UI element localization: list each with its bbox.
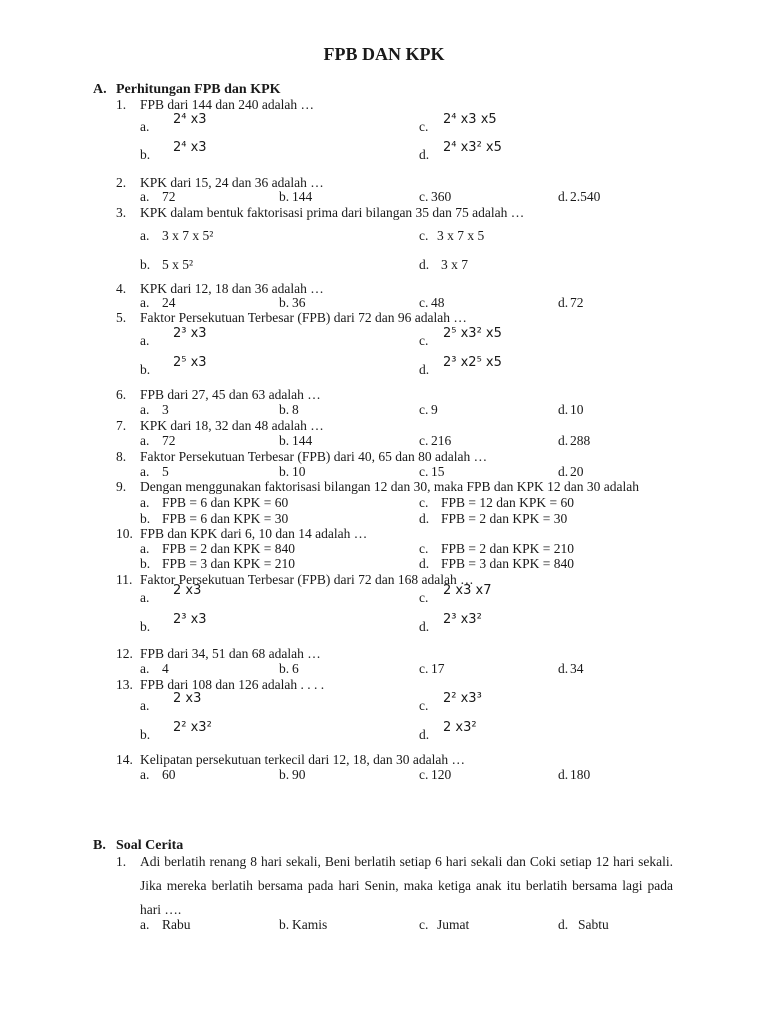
option-value: 3 x 7 x 5² bbox=[162, 228, 214, 243]
option-label: b. bbox=[279, 917, 290, 932]
option-value: 4 bbox=[162, 661, 169, 676]
option-value: 3 bbox=[162, 402, 169, 417]
option-value: 20 bbox=[570, 464, 584, 479]
option-value: 9 bbox=[431, 402, 438, 417]
option-label: a. bbox=[140, 590, 150, 605]
question-text: FPB dari 34, 51 dan 68 adalah … bbox=[140, 646, 321, 661]
option-label: c. bbox=[419, 119, 429, 134]
question-number: 1. bbox=[116, 854, 127, 869]
option-value: Sabtu bbox=[578, 917, 609, 932]
question-text: KPK dalam bentuk faktorisasi prima dari bilangan 35 dan 75 adalah … bbox=[140, 205, 525, 220]
option-label: d. bbox=[419, 511, 430, 526]
option-value: Kamis bbox=[292, 917, 328, 932]
question-number: 12. bbox=[116, 646, 133, 661]
option-label: a. bbox=[140, 464, 150, 479]
option-label: a. bbox=[140, 541, 150, 556]
option-value: 216 bbox=[431, 433, 452, 448]
question-number: 10. bbox=[116, 526, 133, 541]
question-number: 11. bbox=[116, 572, 133, 587]
option-value: 72 bbox=[570, 295, 584, 310]
option-value: 2³ x3² bbox=[443, 612, 482, 627]
question-number: 3. bbox=[116, 205, 127, 220]
question-number: 4. bbox=[116, 281, 127, 296]
option-label: c. bbox=[419, 402, 429, 417]
option-label: d. bbox=[419, 257, 430, 272]
option-label: d. bbox=[558, 767, 569, 782]
option-label: a. bbox=[140, 495, 150, 510]
option-label: b. bbox=[140, 511, 151, 526]
option-value: 5 x 5² bbox=[162, 257, 194, 272]
option-label: d. bbox=[558, 433, 569, 448]
option-value: Rabu bbox=[162, 917, 191, 932]
option-label: b. bbox=[140, 147, 151, 162]
option-label: b. bbox=[279, 189, 290, 204]
option-label: a. bbox=[140, 402, 150, 417]
option-label: c. bbox=[419, 698, 429, 713]
option-value: FPB = 2 dan KPK = 840 bbox=[162, 541, 295, 556]
section-a-label: A. bbox=[93, 82, 107, 97]
option-value: 2³ x2⁵ x5 bbox=[443, 355, 502, 370]
option-label: b. bbox=[140, 362, 151, 377]
option-value: 2² x3³ bbox=[443, 691, 482, 706]
option-value: 2⁵ x3² x5 bbox=[443, 326, 502, 341]
option-label: c. bbox=[419, 295, 429, 310]
option-label: c. bbox=[419, 464, 429, 479]
option-value: FPB = 6 dan KPK = 60 bbox=[162, 495, 289, 510]
option-label: d. bbox=[419, 556, 430, 571]
option-label: b. bbox=[279, 402, 290, 417]
option-value: FPB = 6 dan KPK = 30 bbox=[162, 511, 289, 526]
option-label: d. bbox=[558, 464, 569, 479]
option-value: 120 bbox=[431, 767, 452, 782]
option-label: a. bbox=[140, 295, 150, 310]
option-label: d. bbox=[419, 147, 430, 162]
option-label: c. bbox=[419, 541, 429, 556]
option-value: 2³ x3 bbox=[173, 326, 207, 341]
question-number: 14. bbox=[116, 752, 133, 767]
option-value: 2⁴ x3 x5 bbox=[443, 112, 497, 127]
option-label: a. bbox=[140, 189, 150, 204]
option-label: a. bbox=[140, 433, 150, 448]
question-text: Adi berlatih renang 8 hari sekali, Beni berlatih setiap 6 hari sekali dan Coki setiap 12 hari sekali. Jika mereka berlatih bersama pada hari Senin, maka ketiga anak itu berlatih bersama lagi pada hari …. bbox=[140, 854, 673, 917]
option-label: c. bbox=[419, 189, 429, 204]
question-number: 6. bbox=[116, 387, 127, 402]
option-value: 15 bbox=[431, 464, 445, 479]
option-label: b. bbox=[279, 767, 290, 782]
question-text: Kelipatan persekutuan terkecil dari 12, 18, dan 30 adalah … bbox=[140, 752, 466, 767]
option-value: FPB = 2 dan KPK = 30 bbox=[441, 511, 568, 526]
option-value: 2² x3² bbox=[173, 720, 212, 735]
option-value: 3 x 7 x 5 bbox=[437, 228, 485, 243]
option-label: b. bbox=[140, 257, 151, 272]
question-text: Dengan menggunakan faktorisasi bilangan 12 dan 30, maka FPB dan KPK 12 dan 30 adalah bbox=[140, 479, 640, 494]
option-value: 24 bbox=[162, 295, 176, 310]
question-text: Faktor Persekutuan Terbesar (FPB) dari 72 dan 168 adalah … bbox=[140, 572, 474, 587]
question-text: KPK dari 15, 24 dan 36 adalah … bbox=[140, 175, 324, 190]
question-number: 2. bbox=[116, 175, 127, 190]
option-label: b. bbox=[140, 727, 151, 742]
option-value: 288 bbox=[570, 433, 591, 448]
question-number: 1. bbox=[116, 97, 127, 112]
option-value: 48 bbox=[431, 295, 445, 310]
option-label: c. bbox=[419, 228, 429, 243]
option-value: 2 x3 x7 bbox=[443, 583, 492, 598]
option-value: 2.540 bbox=[570, 189, 601, 204]
option-label: c. bbox=[419, 433, 429, 448]
option-value: 2 x3 bbox=[173, 691, 202, 706]
option-label: b. bbox=[140, 619, 151, 634]
option-value: 2⁴ x3 bbox=[173, 140, 207, 155]
option-label: c. bbox=[419, 767, 429, 782]
option-value: Jumat bbox=[437, 917, 470, 932]
option-label: c. bbox=[419, 661, 429, 676]
option-value: 2⁴ x3² x5 bbox=[443, 140, 502, 155]
option-label: a. bbox=[140, 661, 150, 676]
option-value: 60 bbox=[162, 767, 176, 782]
option-label: b. bbox=[279, 433, 290, 448]
question-number: 8. bbox=[116, 449, 127, 464]
page-title: FPB DAN KPK bbox=[323, 44, 445, 64]
option-value: 2 x3² bbox=[443, 720, 477, 735]
option-value: 17 bbox=[431, 661, 445, 676]
option-value: 180 bbox=[570, 767, 591, 782]
question-text: KPK dari 12, 18 dan 36 adalah … bbox=[140, 281, 324, 296]
question-number: 7. bbox=[116, 418, 127, 433]
option-value: 6 bbox=[292, 661, 299, 676]
question-text: Faktor Persekutuan Terbesar (FPB) dari 72 dan 96 adalah … bbox=[140, 310, 467, 325]
section-b-heading: Soal Cerita bbox=[116, 838, 184, 853]
option-label: a. bbox=[140, 917, 150, 932]
option-label: b. bbox=[140, 556, 151, 571]
option-value: 10 bbox=[292, 464, 306, 479]
question-text: FPB dari 144 dan 240 adalah … bbox=[140, 97, 314, 112]
option-value: FPB = 12 dan KPK = 60 bbox=[441, 495, 574, 510]
option-value: 36 bbox=[292, 295, 306, 310]
option-label: b. bbox=[279, 464, 290, 479]
section-a-heading: Perhitungan FPB dan KPK bbox=[116, 82, 281, 97]
option-label: b. bbox=[279, 295, 290, 310]
option-value: 5 bbox=[162, 464, 169, 479]
question-text: FPB dan KPK dari 6, 10 dan 14 adalah … bbox=[140, 526, 368, 541]
option-value: 2³ x3 bbox=[173, 612, 207, 627]
section-b-label: B. bbox=[93, 838, 106, 853]
option-value: 72 bbox=[162, 189, 176, 204]
option-value: 3 x 7 bbox=[441, 257, 468, 272]
option-value: 144 bbox=[292, 189, 313, 204]
option-label: a. bbox=[140, 767, 150, 782]
option-label: b. bbox=[279, 661, 290, 676]
option-value: 144 bbox=[292, 433, 313, 448]
option-label: d. bbox=[419, 362, 430, 377]
option-label: d. bbox=[558, 402, 569, 417]
option-value: 2⁵ x3 bbox=[173, 355, 207, 370]
option-value: FPB = 3 dan KPK = 210 bbox=[162, 556, 295, 571]
option-label: a. bbox=[140, 119, 150, 134]
question-text: FPB dari 27, 45 dan 63 adalah … bbox=[140, 387, 321, 402]
option-label: d. bbox=[419, 727, 430, 742]
option-value: FPB = 3 dan KPK = 840 bbox=[441, 556, 574, 571]
option-value: 2 x3 bbox=[173, 583, 202, 598]
option-label: d. bbox=[558, 917, 569, 932]
option-label: c. bbox=[419, 917, 429, 932]
option-label: a. bbox=[140, 228, 150, 243]
option-label: c. bbox=[419, 590, 429, 605]
option-label: d. bbox=[419, 619, 430, 634]
option-value: 34 bbox=[570, 661, 584, 676]
option-label: a. bbox=[140, 698, 150, 713]
option-label: a. bbox=[140, 333, 150, 348]
option-label: c. bbox=[419, 333, 429, 348]
option-label: d. bbox=[558, 189, 569, 204]
option-value: 2⁴ x3 bbox=[173, 112, 207, 127]
question-text: FPB dari 108 dan 126 adalah . . . . bbox=[140, 677, 325, 692]
question-number: 13. bbox=[116, 677, 133, 692]
option-value: FPB = 2 dan KPK = 210 bbox=[441, 541, 574, 556]
question-number: 5. bbox=[116, 310, 127, 325]
option-value: 360 bbox=[431, 189, 452, 204]
option-label: d. bbox=[558, 661, 569, 676]
option-value: 72 bbox=[162, 433, 176, 448]
question-text: KPK dari 18, 32 dan 48 adalah … bbox=[140, 418, 324, 433]
option-value: 90 bbox=[292, 767, 306, 782]
option-label: c. bbox=[419, 495, 429, 510]
question-text: Faktor Persekutuan Terbesar (FPB) dari 40, 65 dan 80 adalah … bbox=[140, 449, 488, 464]
option-label: d. bbox=[558, 295, 569, 310]
question-number: 9. bbox=[116, 479, 127, 494]
option-value: 8 bbox=[292, 402, 299, 417]
option-value: 10 bbox=[570, 402, 584, 417]
